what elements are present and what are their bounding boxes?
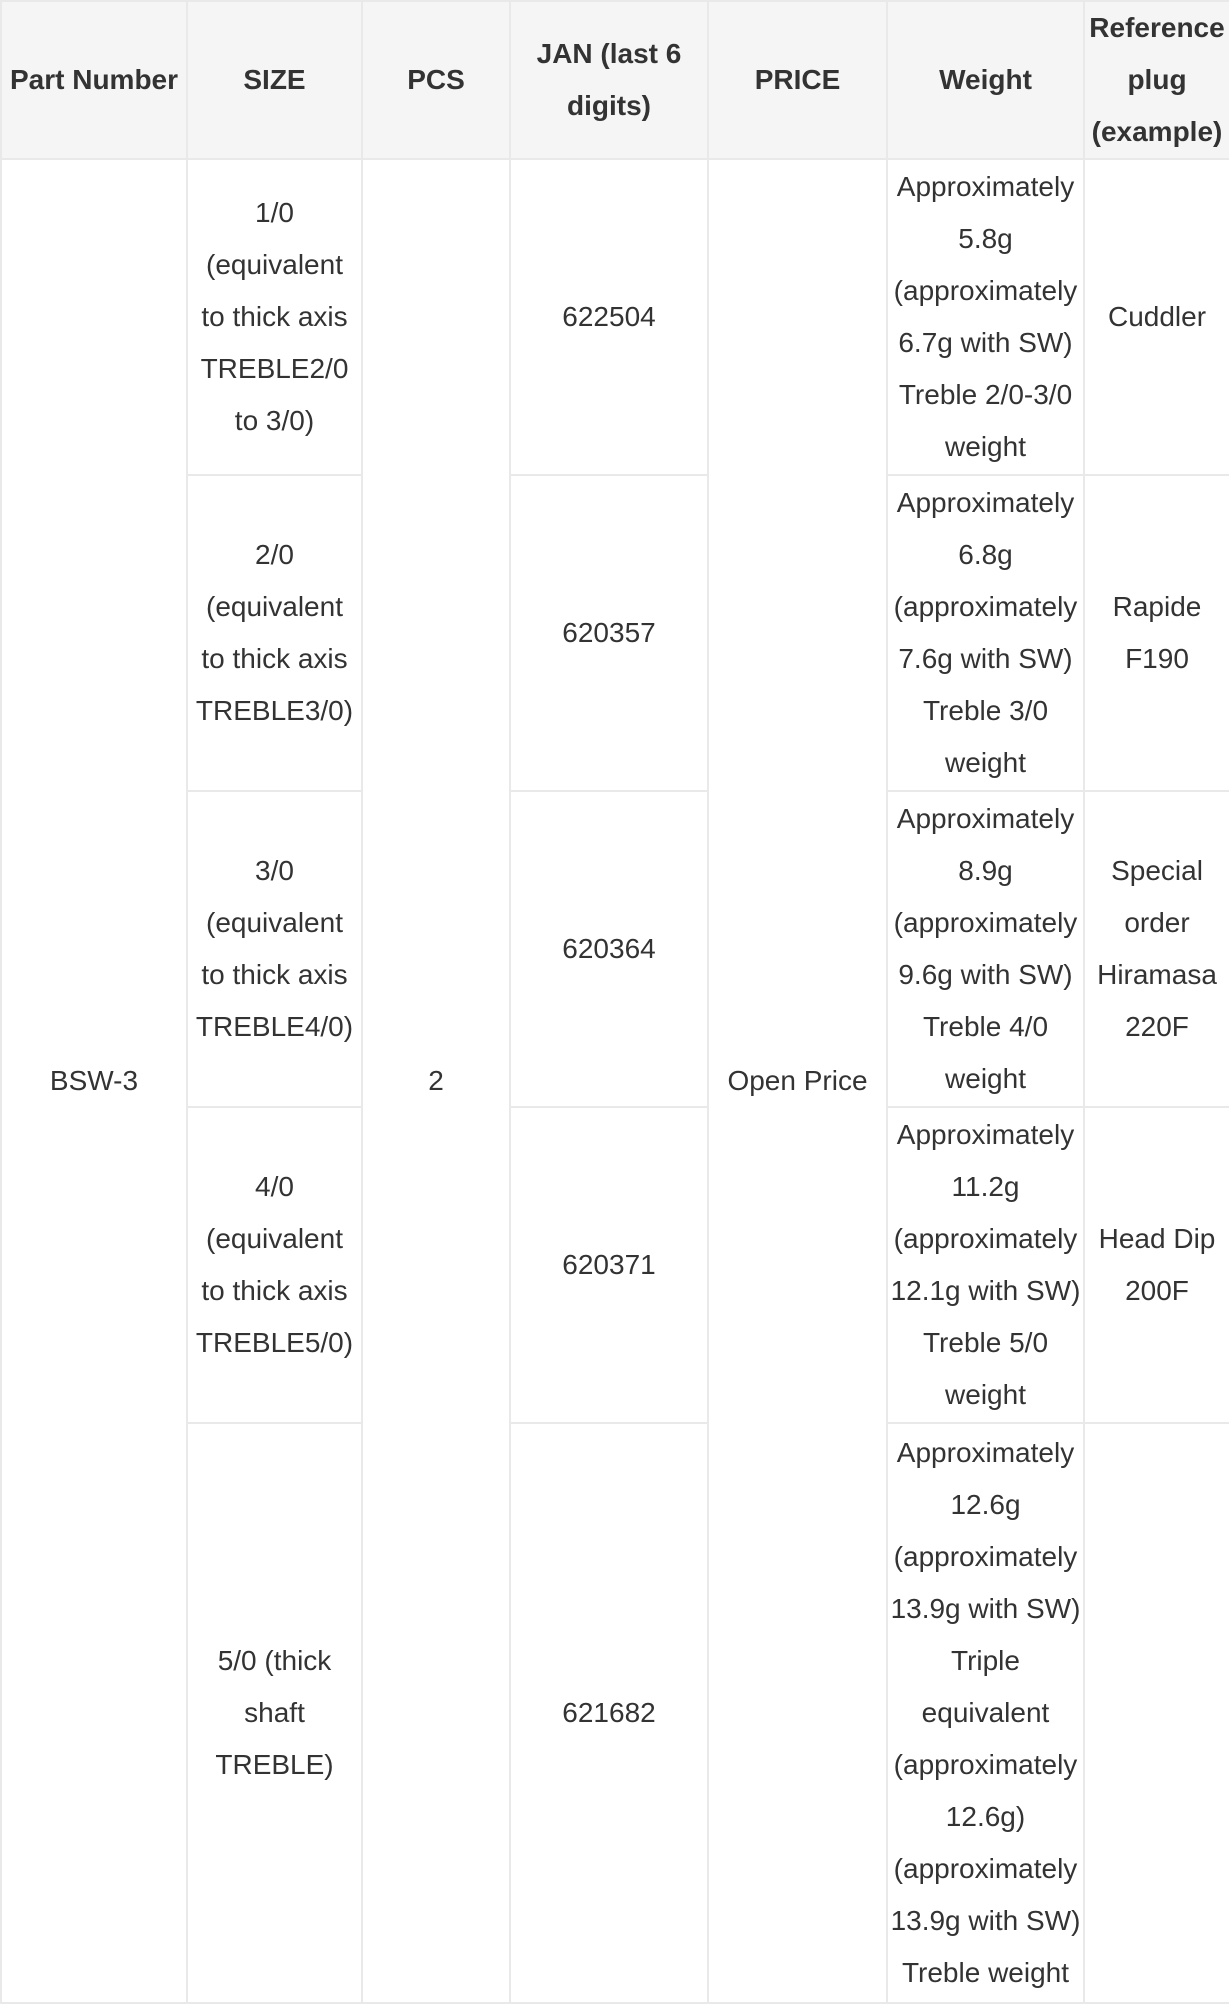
size-cell: 3/0 (equivalent to thick axis TREBLE4/0) xyxy=(187,791,362,1107)
header-pcs: PCS xyxy=(362,1,510,159)
size-cell: 4/0 (equivalent to thick axis TREBLE5/0) xyxy=(187,1107,362,1423)
reference-plug-cell: Head Dip 200F xyxy=(1084,1107,1229,1423)
jan-cell: 621682 xyxy=(510,1423,708,2003)
price-cell: Open Price xyxy=(708,159,887,2003)
reference-plug-cell xyxy=(1084,1423,1229,2003)
jan-cell: 620357 xyxy=(510,475,708,791)
pcs-cell: 2 xyxy=(362,159,510,2003)
header-part-number: Part Number xyxy=(1,1,187,159)
size-cell: 2/0 (equivalent to thick axis TREBLE3/0) xyxy=(187,475,362,791)
weight-cell: Approximately 8.9g (approximately 9.6g with SW) Treble 4/0 weight xyxy=(887,791,1084,1107)
header-reference-plug: Reference plug (example) xyxy=(1084,1,1229,159)
part-number-cell: BSW-3 xyxy=(1,159,187,2003)
weight-cell: Approximately 12.6g (approximately 13.9g with SW) Triple equivalent (approximately 12.6g) (approximately 13.9g with SW) Treble weight xyxy=(887,1423,1084,2003)
jan-cell: 622504 xyxy=(510,159,708,475)
weight-cell: Approximately 11.2g (approximately 12.1g with SW) Treble 5/0 weight xyxy=(887,1107,1084,1423)
size-cell: 1/0 (equivalent to thick axis TREBLE2/0 to 3/0) xyxy=(187,159,362,475)
size-cell: 5/0 (thick shaft TREBLE) xyxy=(187,1423,362,2003)
header-weight: Weight xyxy=(887,1,1084,159)
jan-cell: 620371 xyxy=(510,1107,708,1423)
table-row xyxy=(1,159,1229,475)
header-row xyxy=(1,1,1229,159)
weight-cell: Approximately 5.8g (approximately 6.7g with SW) Treble 2/0-3/0 weight xyxy=(887,159,1084,475)
header-jan: JAN (last 6 digits) xyxy=(510,1,708,159)
jan-cell: 620364 xyxy=(510,791,708,1107)
reference-plug-cell: Rapide F190 xyxy=(1084,475,1229,791)
reference-plug-cell: Cuddler xyxy=(1084,159,1229,475)
weight-cell: Approximately 6.8g (approximately 7.6g with SW) Treble 3/0 weight xyxy=(887,475,1084,791)
reference-plug-cell: Special order Hiramasa 220F xyxy=(1084,791,1229,1107)
header-price: PRICE xyxy=(708,1,887,159)
header-size: SIZE xyxy=(187,1,362,159)
